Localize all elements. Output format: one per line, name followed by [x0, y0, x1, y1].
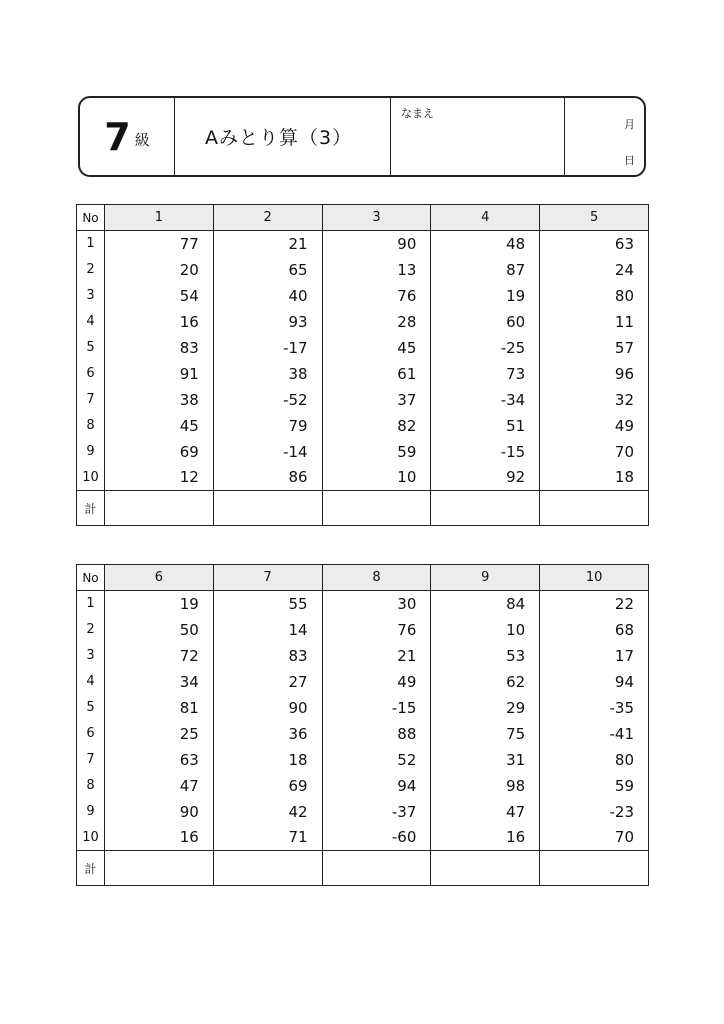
table-row — [77, 825, 649, 851]
problem-header: 5 — [540, 205, 649, 231]
worksheet-title: Aみとり算（3） — [205, 127, 353, 149]
answer-cell[interactable] — [431, 491, 540, 526]
number-cell: 61 — [322, 361, 431, 387]
row-number: 10 — [77, 465, 105, 491]
number-cell: -25 — [431, 335, 540, 361]
number-cell: 90 — [322, 231, 431, 257]
number-cell: -17 — [213, 335, 322, 361]
problem-table-2 — [76, 564, 649, 886]
number-cell: 19 — [431, 283, 540, 309]
number-cell: 72 — [105, 643, 214, 669]
row-number: 9 — [77, 799, 105, 825]
number-cell: 27 — [213, 669, 322, 695]
number-cell: 37 — [322, 387, 431, 413]
number-cell: 86 — [213, 465, 322, 491]
number-cell: 69 — [213, 773, 322, 799]
table-header-row — [77, 205, 649, 231]
number-cell: 51 — [431, 413, 540, 439]
row-number: 9 — [77, 439, 105, 465]
number-cell: 83 — [213, 643, 322, 669]
table-row — [77, 799, 649, 825]
row-number: 5 — [77, 335, 105, 361]
number-cell: 76 — [322, 283, 431, 309]
problem-header: 7 — [213, 565, 322, 591]
number-cell: 50 — [105, 617, 214, 643]
table-row — [77, 283, 649, 309]
number-cell: 42 — [213, 799, 322, 825]
number-cell: 94 — [540, 669, 649, 695]
total-row — [77, 491, 649, 526]
row-number: 10 — [77, 825, 105, 851]
problem-header: 6 — [105, 565, 214, 591]
number-cell: 68 — [540, 617, 649, 643]
number-cell: -15 — [322, 695, 431, 721]
table-row — [77, 361, 649, 387]
table-row — [77, 591, 649, 617]
number-cell: 81 — [105, 695, 214, 721]
number-cell: 17 — [540, 643, 649, 669]
answer-cell[interactable] — [213, 851, 322, 886]
date-field[interactable] — [564, 98, 644, 175]
day-label: 日 — [624, 154, 635, 167]
number-cell: 90 — [105, 799, 214, 825]
number-cell: 55 — [213, 591, 322, 617]
problem-header: 2 — [213, 205, 322, 231]
number-cell: 24 — [540, 257, 649, 283]
number-cell: -60 — [322, 825, 431, 851]
number-cell: 79 — [213, 413, 322, 439]
number-cell: 48 — [431, 231, 540, 257]
table-row — [77, 335, 649, 361]
number-cell: 19 — [105, 591, 214, 617]
problem-header: 1 — [105, 205, 214, 231]
number-cell: 45 — [105, 413, 214, 439]
answer-cell[interactable] — [540, 851, 649, 886]
number-cell: 40 — [213, 283, 322, 309]
table-header-row — [77, 565, 649, 591]
problem-header: 8 — [322, 565, 431, 591]
table-row — [77, 643, 649, 669]
number-cell: 18 — [540, 465, 649, 491]
number-cell: 53 — [431, 643, 540, 669]
row-number: 8 — [77, 773, 105, 799]
number-cell: -35 — [540, 695, 649, 721]
number-cell: 54 — [105, 283, 214, 309]
problem-table-1 — [76, 204, 649, 526]
number-cell: 83 — [105, 335, 214, 361]
number-cell: 49 — [322, 669, 431, 695]
worksheet-header — [78, 96, 646, 177]
number-cell: -34 — [431, 387, 540, 413]
answer-cell[interactable] — [105, 851, 214, 886]
problem-header: 10 — [540, 565, 649, 591]
number-cell: 63 — [540, 231, 649, 257]
level-cell — [80, 98, 174, 175]
problem-header: 3 — [322, 205, 431, 231]
number-cell: 10 — [322, 465, 431, 491]
number-cell: 94 — [322, 773, 431, 799]
number-cell: 21 — [213, 231, 322, 257]
table-row — [77, 465, 649, 491]
number-cell: 25 — [105, 721, 214, 747]
number-cell: 14 — [213, 617, 322, 643]
number-cell: 12 — [105, 465, 214, 491]
table-row — [77, 773, 649, 799]
number-cell: 16 — [105, 825, 214, 851]
number-cell: 75 — [431, 721, 540, 747]
number-cell: 31 — [431, 747, 540, 773]
table-row — [77, 617, 649, 643]
total-label: 計 — [77, 491, 105, 526]
number-cell: 73 — [431, 361, 540, 387]
table-row — [77, 413, 649, 439]
row-number: 5 — [77, 695, 105, 721]
number-cell: 13 — [322, 257, 431, 283]
number-cell: 90 — [213, 695, 322, 721]
number-cell: 80 — [540, 747, 649, 773]
answer-cell[interactable] — [105, 491, 214, 526]
table-row — [77, 387, 649, 413]
number-cell: 16 — [105, 309, 214, 335]
name-label: なまえ — [401, 107, 434, 120]
number-cell: 18 — [213, 747, 322, 773]
answer-cell[interactable] — [322, 491, 431, 526]
number-cell: 32 — [540, 387, 649, 413]
number-cell: 38 — [105, 387, 214, 413]
number-cell: -37 — [322, 799, 431, 825]
number-cell: 70 — [540, 825, 649, 851]
number-cell: 10 — [431, 617, 540, 643]
number-cell: 98 — [431, 773, 540, 799]
problem-header: 4 — [431, 205, 540, 231]
row-number: 7 — [77, 387, 105, 413]
number-cell: 30 — [322, 591, 431, 617]
number-cell: 11 — [540, 309, 649, 335]
number-cell: -52 — [213, 387, 322, 413]
number-cell: 34 — [105, 669, 214, 695]
number-cell: 59 — [540, 773, 649, 799]
row-number: 1 — [77, 231, 105, 257]
table-row — [77, 669, 649, 695]
number-cell: 93 — [213, 309, 322, 335]
table-row — [77, 721, 649, 747]
table-row — [77, 231, 649, 257]
month-label: 月 — [624, 118, 635, 131]
number-cell: 22 — [540, 591, 649, 617]
no-header: No — [77, 565, 105, 591]
number-cell: -15 — [431, 439, 540, 465]
number-cell: 87 — [431, 257, 540, 283]
number-cell: 65 — [213, 257, 322, 283]
row-number: 3 — [77, 283, 105, 309]
problem-header: 9 — [431, 565, 540, 591]
answer-cell[interactable] — [213, 491, 322, 526]
number-cell: 59 — [322, 439, 431, 465]
number-cell: 20 — [105, 257, 214, 283]
number-cell: 63 — [105, 747, 214, 773]
number-cell: 82 — [322, 413, 431, 439]
number-cell: -23 — [540, 799, 649, 825]
answer-cell[interactable] — [322, 851, 431, 886]
level-number: 7 — [104, 114, 131, 159]
total-row — [77, 851, 649, 886]
table-row — [77, 439, 649, 465]
number-cell: 70 — [540, 439, 649, 465]
row-number: 8 — [77, 413, 105, 439]
number-cell: 29 — [431, 695, 540, 721]
number-cell: 77 — [105, 231, 214, 257]
number-cell: 71 — [213, 825, 322, 851]
row-number: 2 — [77, 617, 105, 643]
row-number: 3 — [77, 643, 105, 669]
no-header: No — [77, 205, 105, 231]
title-cell — [174, 98, 390, 175]
number-cell: 38 — [213, 361, 322, 387]
number-cell: 49 — [540, 413, 649, 439]
number-cell: -41 — [540, 721, 649, 747]
number-cell: 96 — [540, 361, 649, 387]
row-number: 7 — [77, 747, 105, 773]
number-cell: 92 — [431, 465, 540, 491]
number-cell: 45 — [322, 335, 431, 361]
number-cell: 28 — [322, 309, 431, 335]
number-cell: 16 — [431, 825, 540, 851]
row-number: 4 — [77, 669, 105, 695]
table-row — [77, 309, 649, 335]
total-label: 計 — [77, 851, 105, 886]
number-cell: 36 — [213, 721, 322, 747]
number-cell: 47 — [431, 799, 540, 825]
name-field[interactable] — [390, 98, 564, 175]
number-cell: 69 — [105, 439, 214, 465]
row-number: 1 — [77, 591, 105, 617]
number-cell: 84 — [431, 591, 540, 617]
row-number: 6 — [77, 721, 105, 747]
number-cell: 80 — [540, 283, 649, 309]
number-cell: 60 — [431, 309, 540, 335]
answer-cell[interactable] — [540, 491, 649, 526]
number-cell: 88 — [322, 721, 431, 747]
number-cell: 21 — [322, 643, 431, 669]
row-number: 4 — [77, 309, 105, 335]
row-number: 2 — [77, 257, 105, 283]
table-row — [77, 257, 649, 283]
table-row — [77, 747, 649, 773]
number-cell: 76 — [322, 617, 431, 643]
number-cell: 62 — [431, 669, 540, 695]
row-number: 6 — [77, 361, 105, 387]
answer-cell[interactable] — [431, 851, 540, 886]
number-cell: 47 — [105, 773, 214, 799]
number-cell: 52 — [322, 747, 431, 773]
table-row — [77, 695, 649, 721]
number-cell: 57 — [540, 335, 649, 361]
number-cell: -14 — [213, 439, 322, 465]
level-suffix: 級 — [134, 131, 150, 149]
number-cell: 91 — [105, 361, 214, 387]
